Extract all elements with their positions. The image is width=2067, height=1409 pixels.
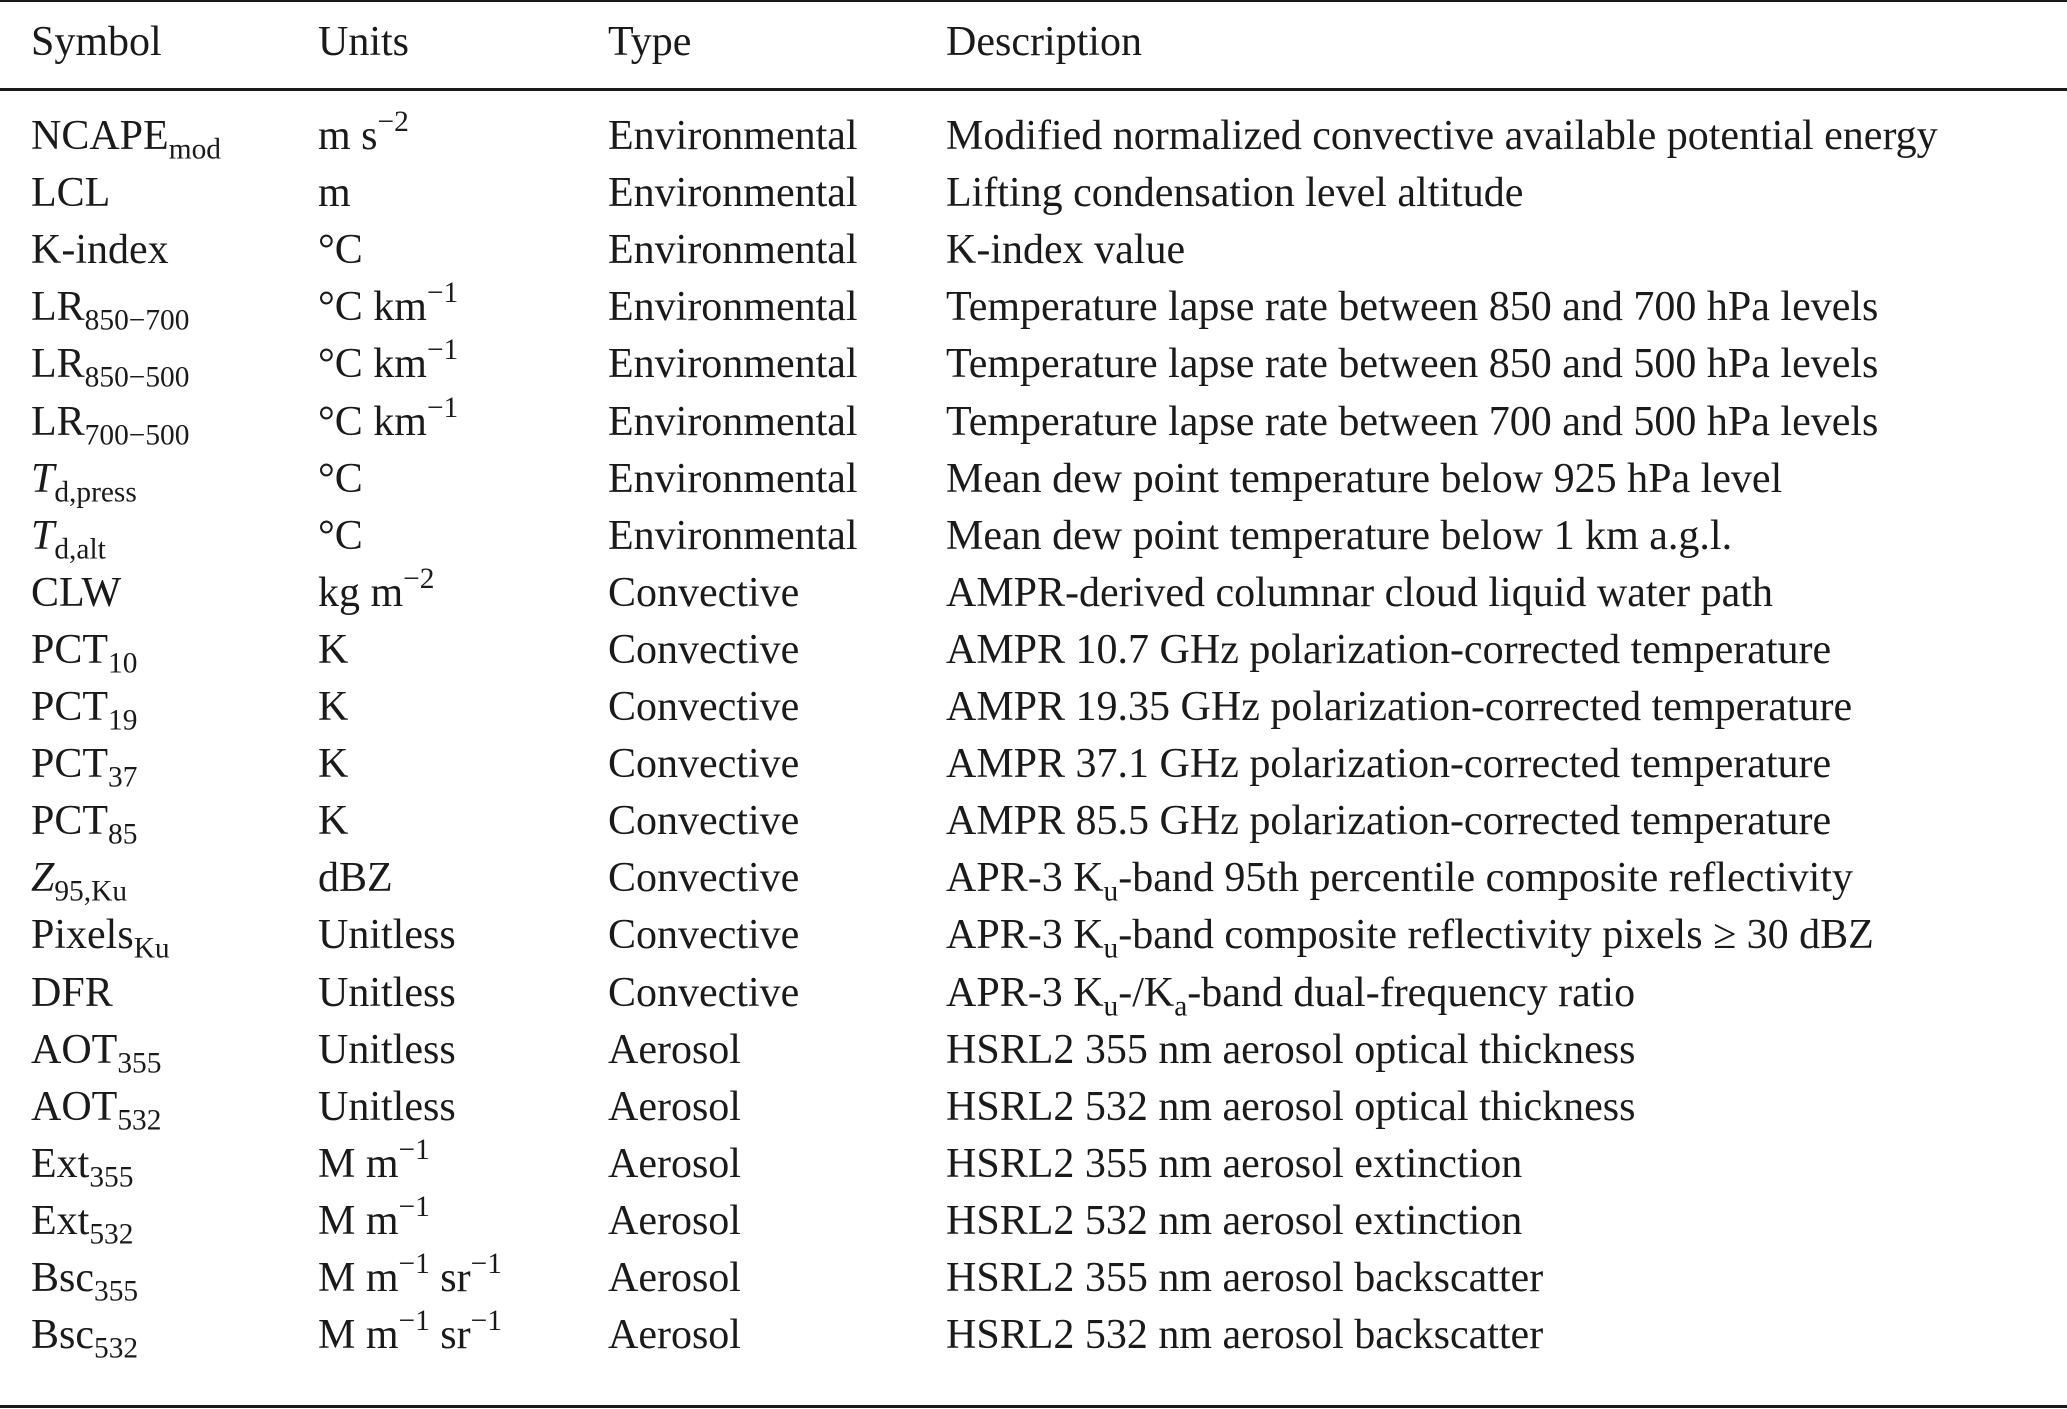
description-text: Temperature lapse rate between 850 and 500 hPa levels (946, 341, 1879, 387)
description-text: Temperature lapse rate between 850 and 700 hPa levels (946, 284, 1879, 330)
symbol-base: Bsc (31, 1255, 94, 1301)
units-text: dBZ (318, 855, 393, 901)
units-text: K (318, 627, 349, 673)
type-cell: Convective (608, 798, 800, 844)
units-cell (318, 740, 348, 788)
symbol-cell (31, 683, 138, 737)
units-cell (318, 1083, 456, 1131)
description-text: HSRL2 532 nm aerosol extinction (946, 1198, 1523, 1244)
header-symbol: Symbol (31, 19, 162, 65)
units-text: K (318, 741, 349, 787)
symbol-cell (31, 512, 106, 566)
units-cell (318, 512, 363, 560)
units-cell (318, 854, 393, 902)
symbol-subscript: d,press (54, 476, 137, 509)
type-cell: Aerosol (608, 1198, 741, 1244)
type-cell: Convective (608, 570, 800, 616)
symbol-subscript: 850−500 (84, 361, 190, 394)
symbol-cell (31, 797, 138, 851)
units-text: m s (318, 113, 378, 159)
table-bottom-rule (0, 1405, 2067, 1408)
symbol-cell (31, 854, 128, 908)
units-text: K (318, 798, 349, 844)
units-text: Unitless (318, 1084, 456, 1130)
units-text: M m (318, 1141, 399, 1187)
units-superscript: −1 (470, 1304, 502, 1337)
description-cell (946, 226, 1185, 274)
type-cell: Environmental (608, 170, 858, 216)
type-cell: Aerosol (608, 1141, 741, 1187)
description-text: AMPR 10.7 GHz polarization-corrected temperature (946, 627, 1832, 673)
description-cell (946, 112, 1938, 160)
units-cell (318, 455, 363, 503)
type-cell: Convective (608, 970, 800, 1016)
type-cell: Environmental (608, 513, 858, 559)
symbol-cell (31, 283, 190, 337)
type-cell: Environmental (608, 341, 858, 387)
units-cell (318, 562, 435, 617)
description-cell (946, 1311, 1543, 1359)
symbol-cell (31, 1083, 162, 1137)
units-cell (318, 333, 459, 388)
units-text: Unitless (318, 970, 456, 1016)
description-cell (946, 683, 1852, 731)
symbol-base: LR (31, 284, 85, 330)
units-text: °C (318, 513, 363, 559)
type-cell: Environmental (608, 113, 858, 159)
symbol-subscript: 850−700 (84, 304, 190, 337)
symbol-cell (31, 112, 221, 166)
type-cell: Environmental (608, 456, 858, 502)
units-text: m (318, 170, 351, 216)
description-text: APR-3 K (946, 855, 1104, 901)
header-description: Description (946, 19, 1142, 65)
type-cell: Environmental (608, 284, 858, 330)
description-text: HSRL2 532 nm aerosol backscatter (946, 1312, 1544, 1358)
units-cell (318, 169, 351, 217)
description-text: HSRL2 355 nm aerosol backscatter (946, 1255, 1544, 1301)
symbol-base: LR (31, 399, 85, 445)
units-cell (318, 969, 456, 1017)
description-cell (946, 1140, 1522, 1188)
units-cell (318, 1190, 430, 1245)
description-cell (946, 1197, 1522, 1245)
description-cell (946, 969, 1636, 1023)
units-cell (318, 797, 348, 845)
units-cell (318, 391, 459, 446)
description-text: K-index value (946, 227, 1186, 273)
symbol-cell (31, 340, 190, 394)
description-cell (946, 911, 1874, 965)
units-text: sr (429, 1255, 471, 1301)
description-text: APR-3 K (946, 912, 1104, 958)
symbol-cell (31, 569, 121, 617)
description-cell (946, 854, 1853, 908)
units-superscript: −1 (398, 1190, 430, 1223)
units-text: Unitless (318, 1027, 456, 1073)
units-cell (318, 1026, 456, 1074)
description-text: Temperature lapse rate between 700 and 500 hPa levels (946, 399, 1879, 445)
units-cell (318, 683, 348, 731)
symbol-cell (31, 226, 169, 274)
type-cell: Environmental (608, 399, 858, 445)
symbol-base: Pixels (31, 912, 134, 958)
symbol-cell (31, 626, 138, 680)
symbol-base: Ext (31, 1141, 90, 1187)
units-text: K (318, 684, 349, 730)
symbol-cell (31, 740, 138, 794)
units-text: °C (318, 227, 363, 273)
units-text: °C km (318, 399, 427, 445)
units-cell (318, 1247, 502, 1302)
description-subscript: u (1103, 990, 1119, 1023)
units-superscript: −1 (426, 333, 459, 366)
header-units: Units (318, 19, 410, 65)
symbol-base: PCT (31, 627, 109, 673)
symbol-cell (31, 169, 110, 217)
type-cell: Convective (608, 684, 800, 730)
units-superscript: −1 (426, 391, 459, 424)
description-text: AMPR 19.35 GHz polarization-corrected temperature (946, 684, 1853, 730)
units-superscript: −1 (398, 1133, 430, 1166)
symbol-base: T (31, 456, 55, 502)
type-cell: Aerosol (608, 1027, 741, 1073)
description-text: Modified normalized convective available potential energy (946, 113, 1938, 159)
symbol-subscript: Ku (133, 932, 170, 965)
description-text: Mean dew point temperature below 1 km a.g.l. (946, 513, 1733, 559)
symbol-cell (31, 1197, 134, 1251)
symbol-base: PCT (31, 741, 109, 787)
symbol-subscript: 85 (108, 818, 138, 851)
description-text: -band composite reflectivity pixels ≥ 30 dBZ (1118, 912, 1874, 958)
symbol-cell (31, 398, 190, 452)
symbol-subscript: 532 (117, 1104, 162, 1137)
description-text: AMPR 85.5 GHz polarization-corrected temperature (946, 798, 1832, 844)
units-superscript: −2 (377, 105, 409, 138)
symbol-base: Bsc (31, 1312, 94, 1358)
description-cell (946, 1083, 1635, 1131)
description-subscript: a (1174, 990, 1188, 1023)
symbol-base: AOT (31, 1084, 118, 1130)
symbol-base: K-index (31, 227, 169, 273)
description-cell (946, 340, 1878, 388)
symbol-base: NCAPE (31, 113, 169, 159)
units-text: M m (318, 1198, 399, 1244)
symbol-subscript: 355 (94, 1275, 139, 1308)
symbol-base: Z (31, 855, 55, 901)
units-superscript: −1 (470, 1247, 502, 1280)
description-cell (946, 398, 1878, 446)
symbol-cell (31, 1311, 139, 1365)
description-cell (946, 569, 1773, 617)
symbol-subscript: 532 (94, 1332, 139, 1365)
symbol-cell (31, 1254, 139, 1308)
units-text: °C km (318, 284, 427, 330)
header-type: Type (608, 19, 692, 65)
description-cell (946, 1254, 1543, 1302)
description-cell (946, 626, 1831, 674)
symbol-cell (31, 911, 170, 965)
symbol-base: LCL (31, 170, 111, 216)
description-cell (946, 1026, 1635, 1074)
units-text: sr (429, 1312, 471, 1358)
description-cell (946, 169, 1523, 217)
type-cell: Aerosol (608, 1255, 741, 1301)
description-subscript: u (1103, 932, 1119, 965)
symbol-base: PCT (31, 684, 109, 730)
symbol-base: PCT (31, 798, 109, 844)
symbol-cell (31, 1140, 134, 1194)
symbol-subscript: 532 (89, 1218, 134, 1251)
type-cell: Aerosol (608, 1084, 741, 1130)
description-subscript: u (1103, 875, 1119, 908)
table-top-rule (0, 0, 2067, 2)
type-cell: Convective (608, 912, 800, 958)
units-text: M m (318, 1312, 399, 1358)
type-cell: Aerosol (608, 1312, 741, 1358)
table-header-rule (0, 88, 2067, 91)
description-text: -/K (1118, 970, 1175, 1016)
symbol-cell (31, 1026, 162, 1080)
symbol-subscript: 355 (89, 1161, 134, 1194)
symbol-base: DFR (31, 970, 113, 1016)
symbol-base: T (31, 513, 55, 559)
symbol-subscript: 355 (117, 1047, 162, 1080)
description-cell (946, 797, 1831, 845)
description-text: HSRL2 355 nm aerosol optical thickness (946, 1027, 1636, 1073)
description-text: Mean dew point temperature below 925 hPa level (946, 456, 1783, 502)
description-text: -band dual-frequency ratio (1187, 970, 1636, 1016)
units-text: M m (318, 1255, 399, 1301)
symbol-cell (31, 455, 137, 509)
symbol-base: Ext (31, 1198, 90, 1244)
symbol-base: CLW (31, 570, 122, 616)
units-cell (318, 911, 456, 959)
symbol-subscript: d,alt (54, 533, 106, 566)
units-cell (318, 1304, 502, 1359)
symbol-subscript: mod (168, 133, 221, 166)
symbol-subscript: 37 (108, 761, 138, 794)
units-cell (318, 626, 348, 674)
units-text: kg m (318, 570, 404, 616)
description-text: HSRL2 355 nm aerosol extinction (946, 1141, 1523, 1187)
description-cell (946, 740, 1831, 788)
description-text: AMPR-derived columnar cloud liquid water path (946, 570, 1773, 616)
description-text: Lifting condensation level altitude (946, 170, 1524, 216)
type-cell: Convective (608, 741, 800, 787)
units-superscript: −1 (426, 276, 459, 309)
description-text: -band 95th percentile composite reflectivity (1118, 855, 1853, 901)
units-cell (318, 276, 459, 331)
units-cell (318, 226, 363, 274)
description-cell (946, 283, 1878, 331)
description-text: APR-3 K (946, 970, 1104, 1016)
symbol-subscript: 700−500 (84, 419, 190, 452)
type-cell: Convective (608, 855, 800, 901)
units-superscript: −1 (398, 1304, 430, 1337)
units-cell (318, 1133, 430, 1188)
symbol-subscript: 95,Ku (54, 875, 128, 908)
units-text: Unitless (318, 912, 456, 958)
type-cell: Convective (608, 627, 800, 673)
units-text: °C (318, 456, 363, 502)
units-cell (318, 105, 409, 160)
description-cell (946, 455, 1782, 503)
description-text: HSRL2 532 nm aerosol optical thickness (946, 1084, 1636, 1130)
description-cell (946, 512, 1732, 560)
description-text: AMPR 37.1 GHz polarization-corrected temperature (946, 741, 1832, 787)
units-superscript: −2 (403, 562, 435, 595)
symbol-subscript: 19 (108, 704, 138, 737)
symbol-cell (31, 969, 113, 1017)
units-superscript: −1 (398, 1247, 430, 1280)
type-cell: Environmental (608, 227, 858, 273)
symbol-subscript: 10 (108, 647, 138, 680)
units-text: °C km (318, 341, 427, 387)
symbol-base: AOT (31, 1027, 118, 1073)
symbol-base: LR (31, 341, 85, 387)
